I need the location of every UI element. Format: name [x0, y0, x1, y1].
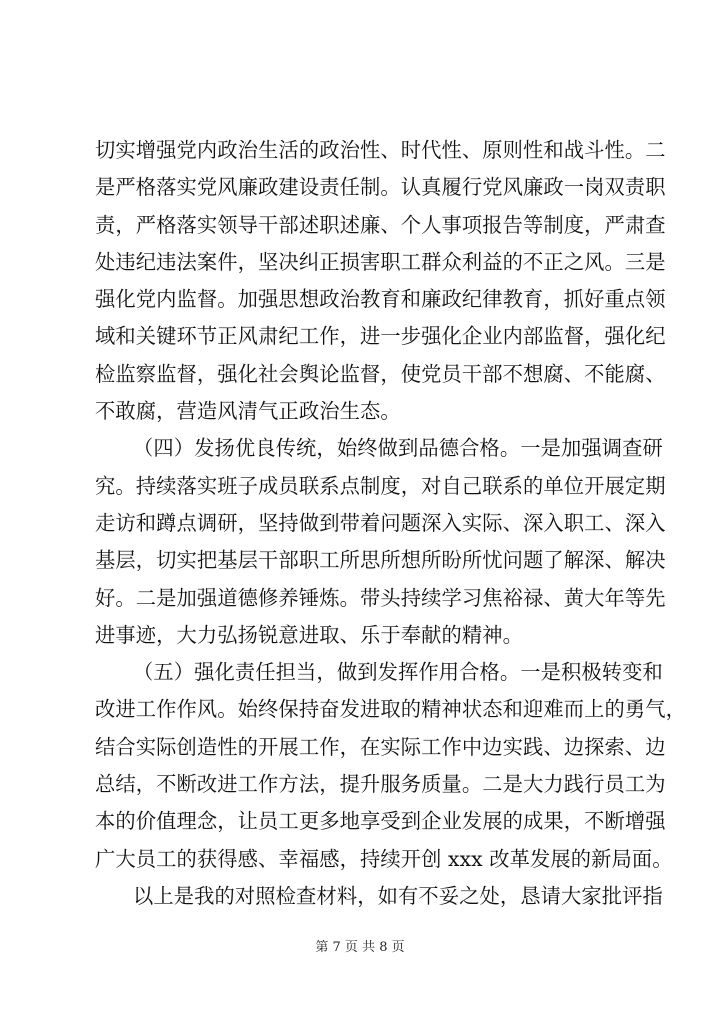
page-footer: 第 7 页 共 8 页 [315, 940, 405, 955]
text-line: 域和关键环节正风肃纪工作，进一步强化企业内部监督，强化纪 [95, 324, 666, 349]
text-line: 基层，切实把基层干部职工所思所想所盼所忧问题了解深、解决 [95, 548, 666, 573]
text-line: 好。二是加强道德修养锤炼。带头持续学习焦裕禄、黄大年等先 [95, 585, 666, 610]
text-line: 本的价值理念，让员工更多地享受到企业发展的成果，不断增强 [95, 809, 666, 834]
text-line: 切实增强党内政治生活的政治性、时代性、原则性和战斗性。二 [95, 138, 666, 162]
text-line: 是严格落实党风廉政建设责任制。认真履行党风廉政一岗双责职 [95, 175, 666, 200]
text-line: 检监察监督，强化社会舆论监督，使党员干部不想腐、不能腐、 [95, 361, 666, 386]
text-line: 总结，不断改进工作方法，提升服务质量。二是大力践行员工为 [95, 772, 666, 797]
paragraph-start-line: （四）发扬优良传统，始终做到品德合格。一是加强调查研 [133, 436, 663, 461]
text-line: 不敢腐，营造风清气正政治生态。 [95, 399, 401, 424]
document-body [95, 132, 687, 915]
text-line: 结合实际创造性的开展工作，在实际工作中边实践、边探索、边 [95, 734, 666, 759]
text-line: 处违纪违法案件，坚决纠正损害职工群众利益的不正之风。三是 [95, 249, 666, 274]
text-line: 究。持续落实班子成员联系点制度，对自己联系的单位开展定期 [95, 473, 666, 498]
text-line: 广大员工的获得感、幸福感，持续开创 xxx 改革发展的新局面。 [95, 846, 673, 871]
paragraph-start-line: 以上是我的对照检查材料，如有不妥之处，恳请大家批评指 [133, 883, 663, 908]
text-line: 强化党内监督。加强思想政治教育和廉政纪律教育，抓好重点领 [95, 287, 666, 312]
text-line: 改进工作作风。始终保持奋发进取的精神状态和迎难而上的勇气， [95, 697, 687, 722]
text-line: 责，严格落实领导干部述职述廉、个人事项报告等制度，严肃查 [95, 212, 666, 237]
paragraph-start-line: （五）强化责任担当，做到发挥作用合格。一是积极转变和 [133, 660, 663, 685]
text-line: 进事迹，大力弘扬锐意进取、乐于奉献的精神。 [95, 622, 524, 647]
text-line: 走访和蹲点调研，坚持做到带着问题深入实际、深入职工、深入 [95, 510, 666, 535]
